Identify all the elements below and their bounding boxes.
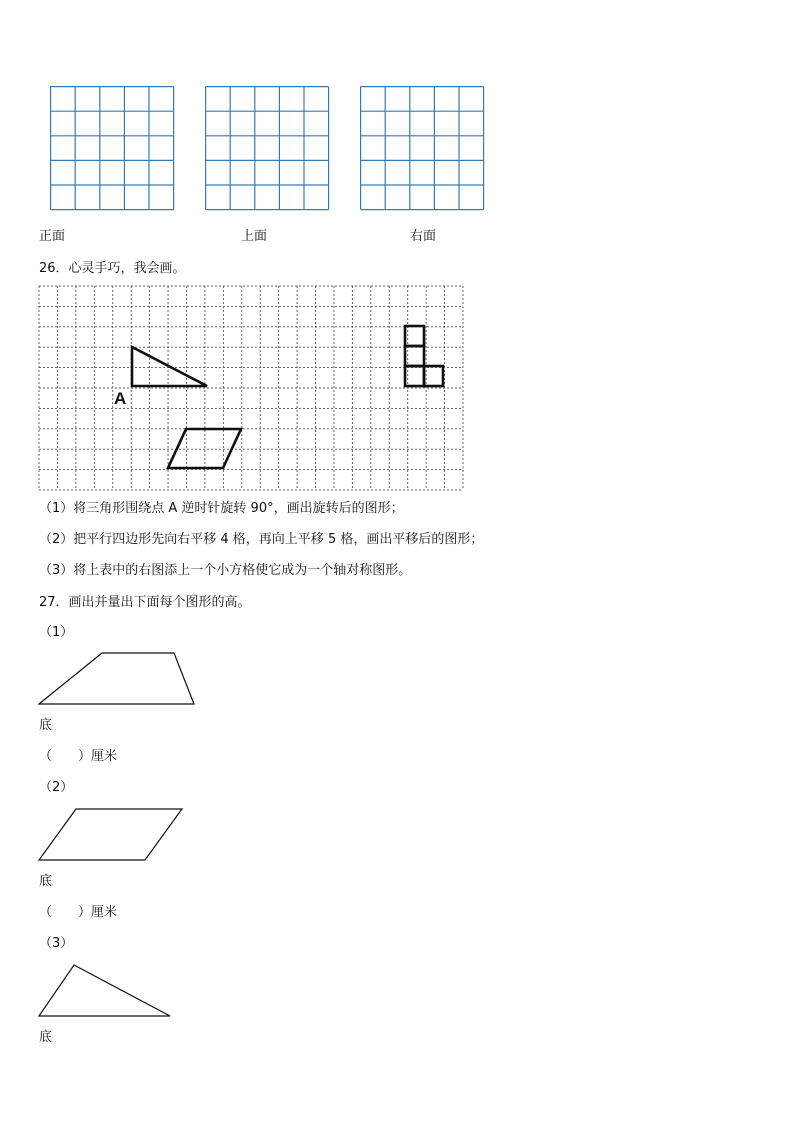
triangle-shape (132, 347, 207, 386)
trapezoid-shape (38, 651, 198, 707)
q26-title: 26．心灵手巧，我会画。 (39, 261, 186, 276)
q27-item3-base: 底 (39, 1030, 53, 1045)
l-shape-figure (405, 326, 443, 386)
parallelogram-height-shape (38, 807, 186, 863)
right-view-label: 右面 (410, 229, 437, 244)
q27-item3-number: （3） (39, 936, 74, 951)
q27-item2-answer: （ ）厘米 (39, 905, 118, 920)
right-view-grid (360, 86, 484, 210)
dotted-drawing-grid (38, 285, 464, 491)
q26-step-1: （1）将三角形围绕点 A 逆时针旋转 90°，画出旋转后的图形； (39, 501, 404, 516)
q27-item1-number: （1） (39, 625, 74, 640)
front-view-grid (50, 86, 174, 210)
top-view-label: 上面 (241, 229, 268, 244)
q26-step-3: （3）将上表中的右图添上一个小方格使它成为一个轴对称图形。 (39, 563, 412, 578)
triangle-height-shape (38, 963, 174, 1019)
q27-item1-answer: （ ）厘米 (39, 749, 118, 764)
q26-step-2: （2）把平行四边形先向右平移 4 格，再向上平移 5 格，画出平移后的图形； (39, 532, 484, 547)
point-a-label: A (114, 389, 127, 408)
q27-item1-base: 底 (39, 718, 53, 733)
top-view-grid (205, 86, 329, 210)
q27-item2-base: 底 (39, 874, 53, 889)
front-view-label: 正面 (39, 229, 66, 244)
q27-title: 27．画出并量出下面每个图形的高。 (39, 595, 251, 610)
q27-item2-number: （2） (39, 780, 74, 795)
